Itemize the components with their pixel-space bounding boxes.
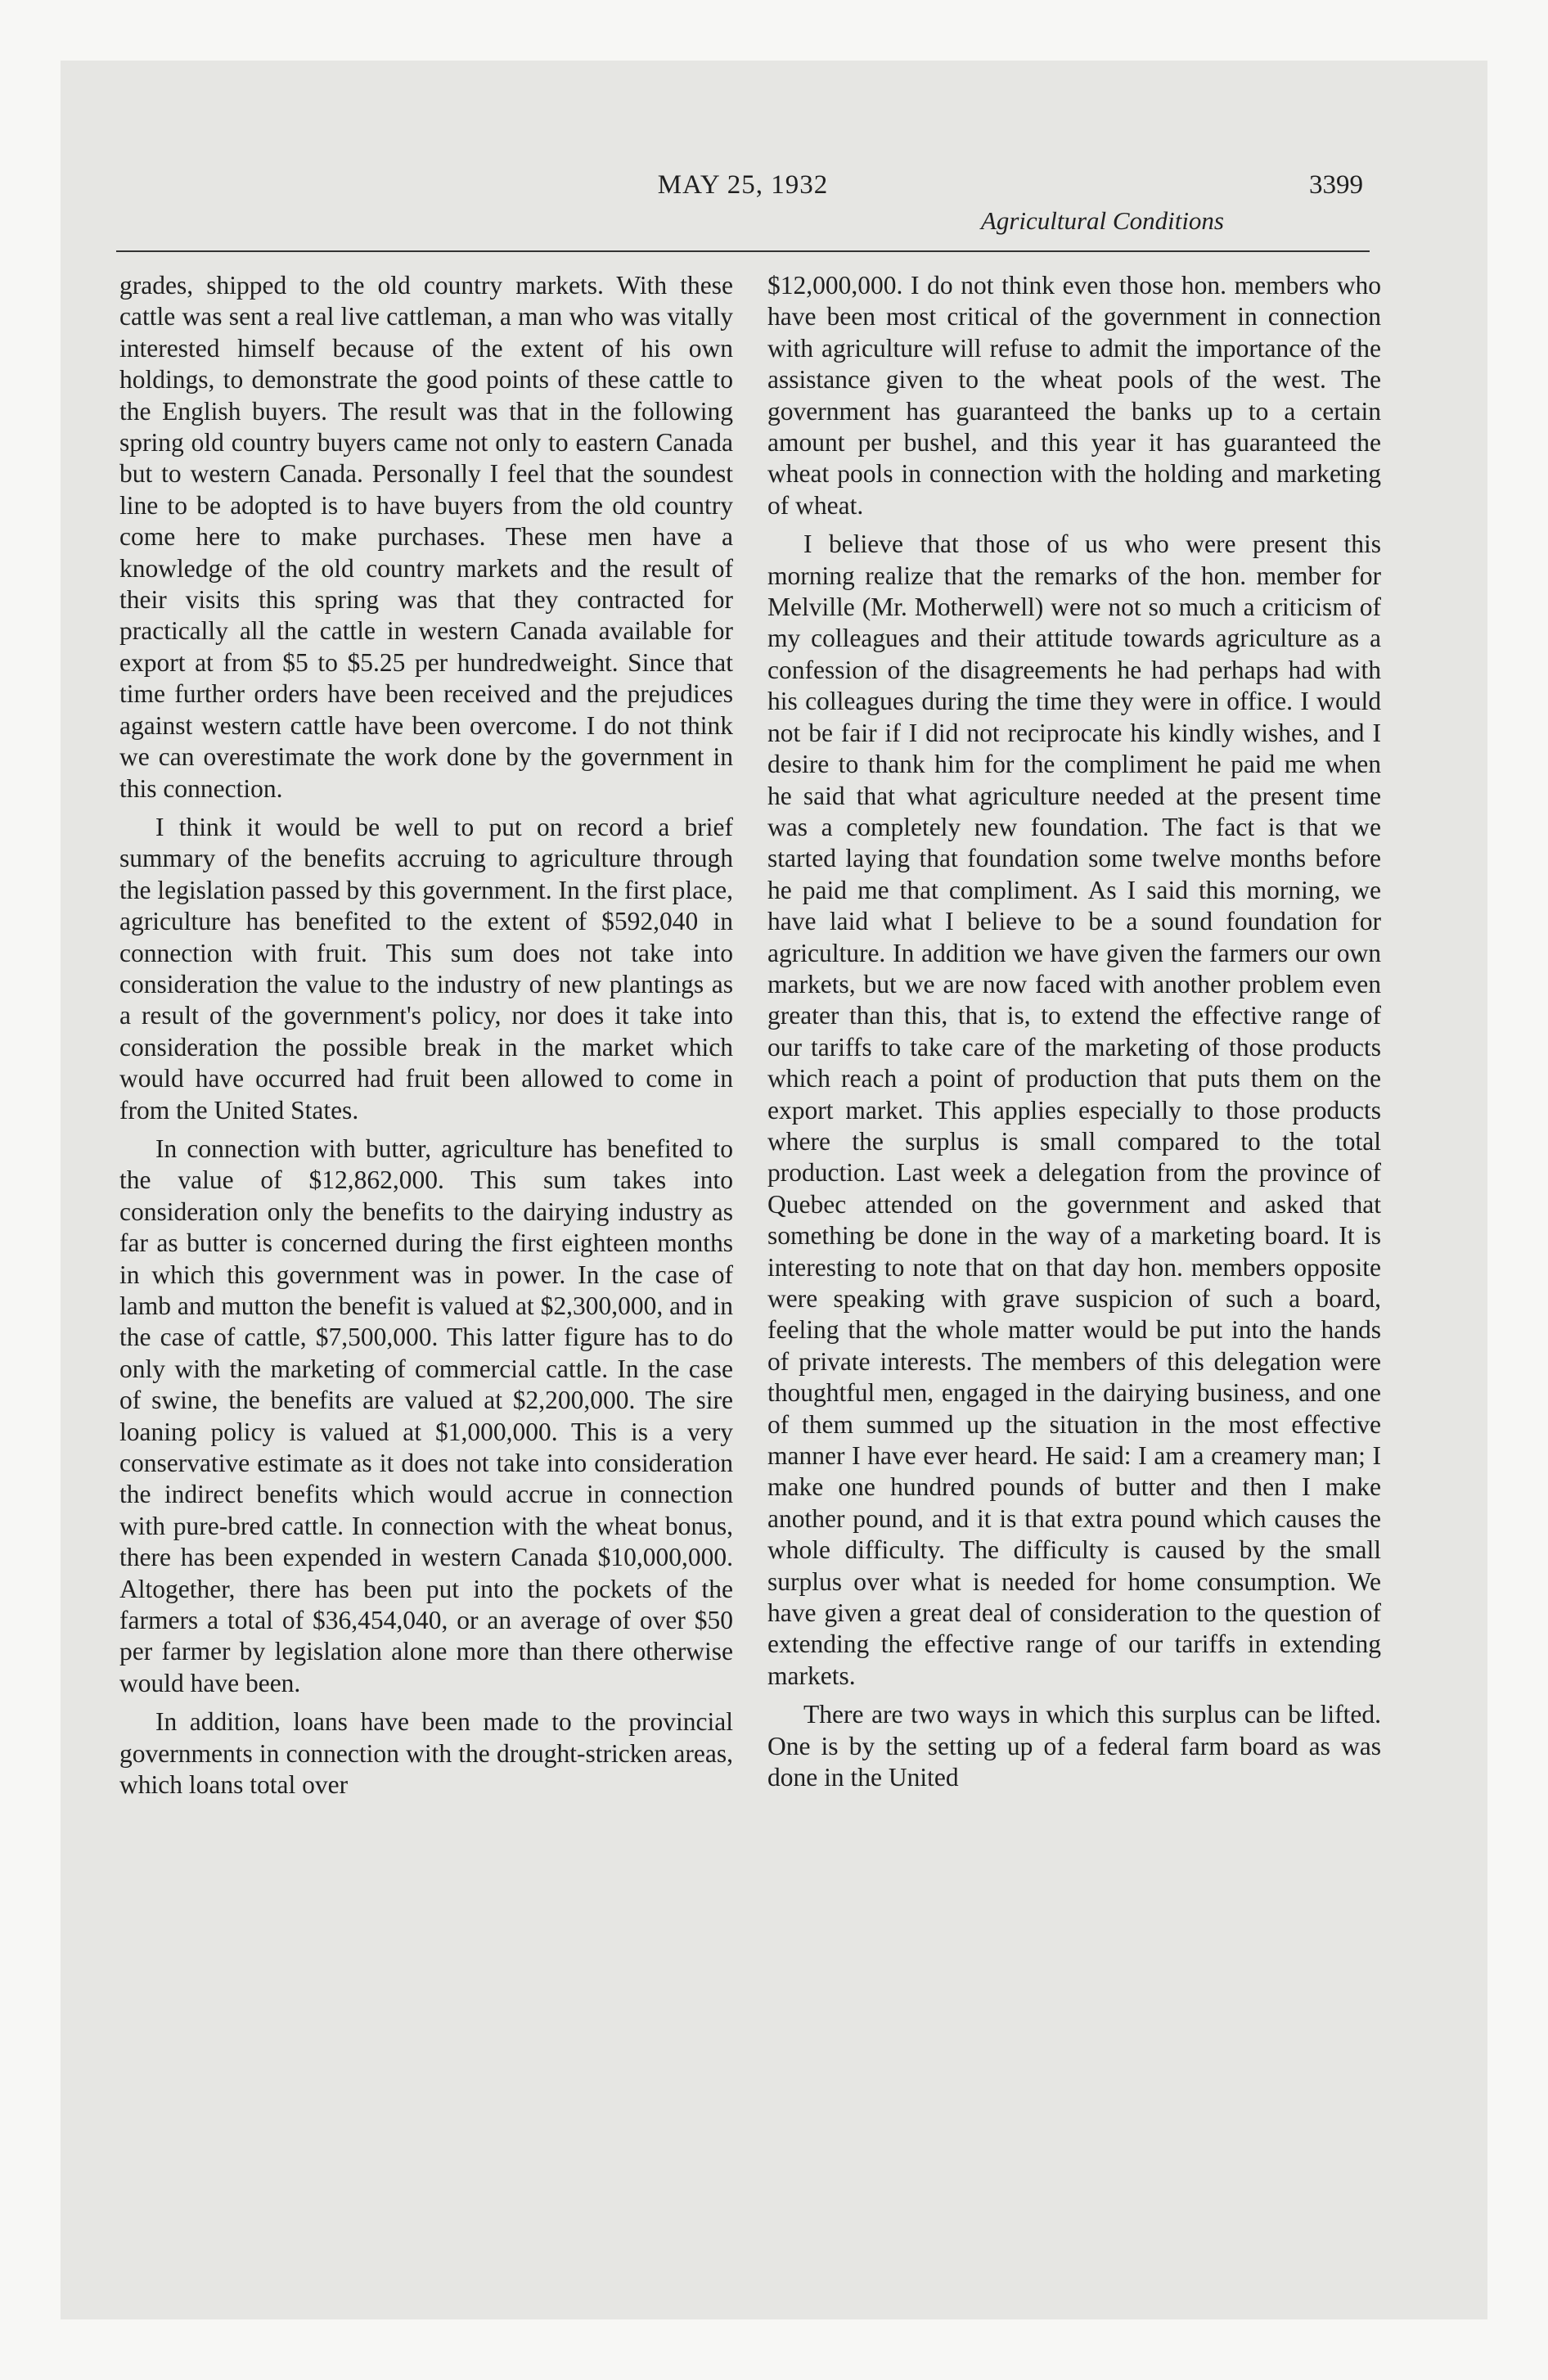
paragraph: In addition, loans have been made to the provincial governments in connection with the drought-stricken areas, which loans total over [119, 1707, 733, 1800]
left-column [119, 270, 733, 1809]
paragraph: I think it would be well to put on record a brief summary of the benefits accruing to agriculture through the legislation passed by this government. In the first place, agriculture has benefited to the extent of $592,040 in connection with fruit. This sum does not take into consideration the value to the industry of new plantings as a result of the government's policy, nor does it take into consideration the possible break in the market which would have occurred had fruit been allowed to come in from the United States. [119, 812, 733, 1125]
paragraph: grades, shipped to the old country markets. With these cattle was sent a real live cattleman, a man who was vitally interested himself because of the extent of his own holdings, to demonstrate the good points of these cattle to the English buyers. The result was that in the following spring old country buyers came not only to eastern Canada but to western Canada. Personally I feel that the soundest line to be adopted is to have buyers from the old country come here to make purchases. These men have a knowledge of the old country markets and the result of their visits this spring was that they contracted for practically all the cattle in western Canada available for export at from $5 to $5.25 per hundredweight. Since that time further orders have been received and the prejudices against western cattle have been overcome. I do not think we can overestimate the work done by the government in this connection. [119, 271, 733, 803]
header-date: MAY 25, 1932 [657, 170, 829, 200]
paragraph: There are two ways in which this surplus can be lifted. One is by the setting up of a federal farm board as was done in the United [767, 1700, 1381, 1792]
paragraph: $12,000,000. I do not think even those hon. members who have been most critical of the government in connection with agriculture will refuse to admit the importance of the assistance given to the wheat pools of the west. The government has guaranteed the banks up to a certain amount per bushel, and this year it has guaranteed the wheat pools in connection with the holding and marketing of wheat. [767, 271, 1381, 520]
paragraph: I believe that those of us who were present this morning realize that the remarks of the hon. member for Melville (Mr. Motherwell) were not so much a criticism of my colleagues and their attitude towards agriculture as a confession of the disagreements he had perhaps had with his colleagues during the time they were in office. I would not be fair if I did not reciprocate his kindly wishes, and I desire to thank him for the compliment he paid me when he said that what agriculture needed at the present time was a completely new foundation. The fact is that we started laying that foundation some twelve months before he paid me that compliment. As I said this morning, we have laid what I believe to be a sound foundation for agriculture. In addition we have given the farmers our own markets, but we are now faced with another problem even greater than this, that is, to extend the effective range of our tariffs to take care of the marketing of those products which reach a point of production that puts them on the export market. This applies especially to those products where the surplus is small compared to the total production. Last week a delegation from the province of Quebec attended on the government and asked that something be done in the way of a marketing board. It is interesting to note that on that day hon. members opposite were speaking with grave suspicion of such a board, feeling that the whole matter would be put into the hands of private interests. The members of this delegation were thoughtful men, engaged in the dairying business, and one of them summed up the situation in the most effective manner I have ever heard. He said: I am a creamery man; I make one hundred pounds of butter and then I make another pound, and it is that extra pound which causes the whole difficulty. The difficulty is caused by the small surplus over what is needed for home consumption. We have given a great deal of consideration to the question of extending the effective range of our tariffs in extending markets. [767, 530, 1381, 1690]
header-section-title: Agricultural Conditions [980, 206, 1224, 235]
page-header [116, 170, 1370, 252]
header-page-number: 3399 [1309, 170, 1363, 200]
paragraph: In connection with butter, agriculture has benefited to the value of $12,862,000. This sum takes into consideration only the benefits to the dairying industry as far as butter is concerned during the first eighteen months in which this government was in power. In the case of lamb and mutton the benefit is valued at $2,300,000, and in the case of cattle, $7,500,000. This latter figure has to do only with the marketing of commercial cattle. In the case of swine, the benefits are valued at $2,200,000. The sire loaning policy is valued at $1,000,000. This is a very conservative estimate as it does not take into consideration the indirect benefits which would accrue in connection with pure-bred cattle. In connection with the wheat bonus, there has been expended in western Canada $10,000,000. Altogether, there has been put into the pockets of the farmers a total of $36,454,040, or an average of over $50 per farmer by legislation alone more than there otherwise would have been. [119, 1134, 733, 1697]
right-column [767, 270, 1381, 1801]
header-rule [116, 250, 1370, 252]
